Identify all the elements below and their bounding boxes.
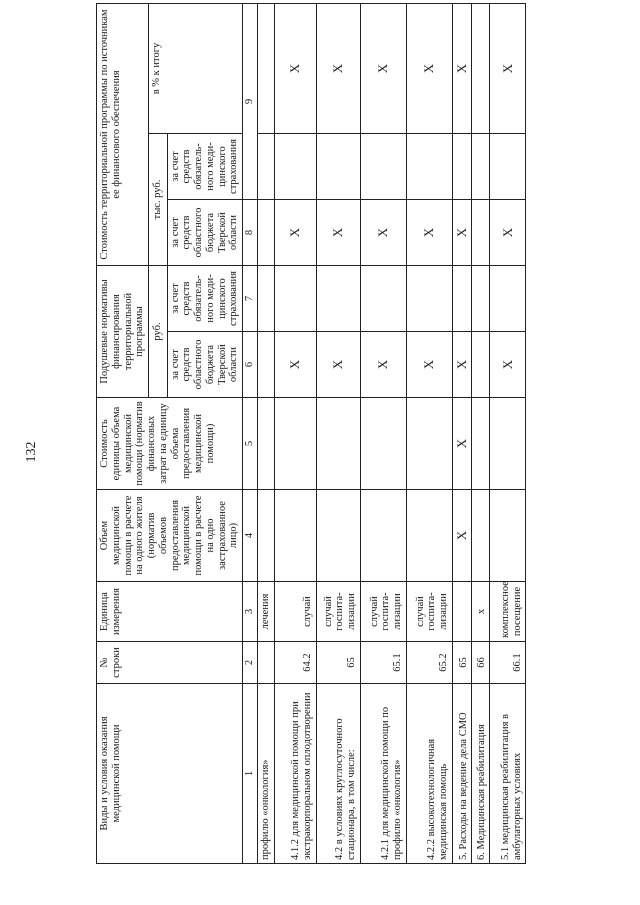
table-cell bbox=[452, 266, 472, 332]
table-cell: X bbox=[406, 4, 452, 134]
table-cell bbox=[274, 398, 316, 490]
column-number: 5 bbox=[243, 398, 258, 490]
table-cell: X bbox=[360, 332, 406, 398]
table-cell: X bbox=[452, 200, 472, 266]
table-cell bbox=[490, 266, 526, 332]
header-percent: в % к итогу bbox=[149, 4, 243, 134]
table-cell bbox=[490, 134, 526, 200]
table-cell bbox=[316, 490, 360, 582]
table-cell bbox=[274, 490, 316, 582]
row-label: 5. Расходы на ведение дела СМО bbox=[452, 684, 472, 864]
table-row bbox=[274, 4, 316, 864]
table-cell: X bbox=[452, 332, 472, 398]
table-cell: X bbox=[316, 200, 360, 266]
table-cell: X bbox=[274, 332, 316, 398]
table-cell: X bbox=[274, 200, 316, 266]
table-cell bbox=[472, 398, 490, 490]
table-cell: X bbox=[452, 490, 472, 582]
row-line-number: 65 bbox=[316, 642, 360, 684]
table-cell bbox=[406, 134, 452, 200]
row-unit: случай госпита-лизации bbox=[406, 582, 452, 642]
column-number-row bbox=[243, 4, 258, 864]
table-cell bbox=[360, 134, 406, 200]
table-cell bbox=[490, 490, 526, 582]
header-cost-group: Стоимость территориальной программы по источникам ее финансового обеспечения bbox=[97, 4, 149, 266]
column-number: 9 bbox=[243, 4, 258, 200]
table-cell: X bbox=[316, 332, 360, 398]
table-cell bbox=[258, 134, 275, 200]
row-label: 4.2.1 для медицинской помощи по профилю «онкология» bbox=[360, 684, 406, 864]
table-cell bbox=[360, 490, 406, 582]
row-label: 6. Медицинская реабилитация bbox=[472, 684, 490, 864]
rotated-page bbox=[96, 9, 614, 864]
table-cell bbox=[490, 398, 526, 490]
table-cell bbox=[274, 134, 316, 200]
header-norms-unit: руб. bbox=[149, 266, 168, 398]
column-number: 4 bbox=[243, 490, 258, 582]
column-number: 2 bbox=[243, 642, 258, 684]
table-cell: X bbox=[490, 332, 526, 398]
row-line-number: 64.2 bbox=[274, 642, 316, 684]
table-cell bbox=[472, 134, 490, 200]
column-number: 3 bbox=[243, 582, 258, 642]
table-cell bbox=[258, 490, 275, 582]
table-cell bbox=[406, 266, 452, 332]
row-unit: x bbox=[472, 582, 490, 642]
header-norm-oms: за счет средств обязатель-ного меди-цинского страхования bbox=[167, 266, 243, 332]
header-cost-budget: за счет средств областного бюджета Тверской области bbox=[167, 200, 243, 266]
column-number: 7 bbox=[243, 266, 258, 332]
table-cell bbox=[360, 266, 406, 332]
table-cell: X bbox=[360, 4, 406, 134]
row-line-number: 66.1 bbox=[490, 642, 526, 684]
row-line-number bbox=[258, 642, 275, 684]
header-norm-budget: за счет средств областного бюджета Тверской области bbox=[167, 332, 243, 398]
header-norms-group: Подушевые нормативы финансирования территориальной программы bbox=[97, 266, 149, 398]
table-cell bbox=[258, 398, 275, 490]
row-unit: случай госпита-лизации bbox=[360, 582, 406, 642]
table-cell bbox=[274, 266, 316, 332]
table-cell bbox=[316, 266, 360, 332]
table-row bbox=[406, 4, 452, 864]
row-line-number: 65.2 bbox=[406, 642, 452, 684]
table-cell bbox=[406, 490, 452, 582]
table-cell bbox=[258, 332, 275, 398]
row-unit: случай госпита-лизации bbox=[316, 582, 360, 642]
table-cell bbox=[472, 266, 490, 332]
table-cell: X bbox=[452, 398, 472, 490]
table-cell bbox=[360, 398, 406, 490]
column-number: 8 bbox=[243, 200, 258, 266]
table-row bbox=[452, 4, 472, 864]
table-cell bbox=[258, 200, 275, 266]
header-unit: Единица измерения bbox=[97, 582, 243, 642]
row-unit bbox=[452, 582, 472, 642]
row-label: 4.2.2 высокотехнологичная медицинская помощь bbox=[406, 684, 452, 864]
table-row bbox=[360, 4, 406, 864]
row-unit: лечения bbox=[258, 582, 275, 642]
row-line-number: 65 bbox=[452, 642, 472, 684]
row-label: 5.1 медицинская реабилитация в амбулаторных условиях bbox=[490, 684, 526, 864]
table-cell bbox=[472, 4, 490, 134]
table-cell bbox=[258, 4, 275, 134]
table-cell bbox=[258, 266, 275, 332]
table-cell bbox=[452, 134, 472, 200]
table-cell: X bbox=[406, 200, 452, 266]
table-cell: X bbox=[452, 4, 472, 134]
header-cost-oms: за счет средств обязатель-ного меди-цинского страхования bbox=[167, 134, 243, 200]
row-line-number: 65.1 bbox=[360, 642, 406, 684]
table-cell bbox=[472, 332, 490, 398]
row-label: 4.1.2 для медицинской помощи при экстракорпоральном оплодотворении bbox=[274, 684, 316, 864]
table-cell bbox=[316, 398, 360, 490]
row-unit: комплексное посещение bbox=[490, 582, 526, 642]
header-cost-unit: тыс. руб. bbox=[149, 134, 168, 266]
table-row bbox=[490, 4, 526, 864]
header-volume: Объем медицинской помощи в расчете на одного жителя (норматив объемов предоставления медицинской помощи в расчете на одно застрахованное лицо) bbox=[97, 490, 243, 582]
program-cost-table bbox=[96, 3, 526, 864]
table-cell bbox=[472, 200, 490, 266]
row-unit: случай bbox=[274, 582, 316, 642]
table-cell bbox=[472, 490, 490, 582]
header-unit-cost: Стоимость единицы объема медицинской помощи (норматив финансовых затрат на единицу объема предоставления медицинской помощи) bbox=[97, 398, 243, 490]
row-label: 4.2 в условиях круглосуточного стационара, в том числе: bbox=[316, 684, 360, 864]
header-line-number: № строки bbox=[97, 642, 243, 684]
table-cell: X bbox=[274, 4, 316, 134]
table-cell: X bbox=[490, 200, 526, 266]
table-cell bbox=[406, 398, 452, 490]
header-kinds: Виды и условия оказания медицинской помощи bbox=[97, 684, 243, 864]
table-cell: X bbox=[490, 4, 526, 134]
table-row bbox=[316, 4, 360, 864]
table-cell: X bbox=[360, 200, 406, 266]
row-line-number: 66 bbox=[472, 642, 490, 684]
table-cell: X bbox=[406, 332, 452, 398]
page-number: 132 bbox=[24, 441, 39, 463]
column-number: 1 bbox=[243, 684, 258, 864]
table-cell: X bbox=[316, 4, 360, 134]
row-label: профилю «онкология» bbox=[258, 684, 275, 864]
table-row bbox=[258, 4, 275, 864]
column-number: 6 bbox=[243, 332, 258, 398]
table-cell bbox=[316, 134, 360, 200]
table-row bbox=[472, 4, 490, 864]
